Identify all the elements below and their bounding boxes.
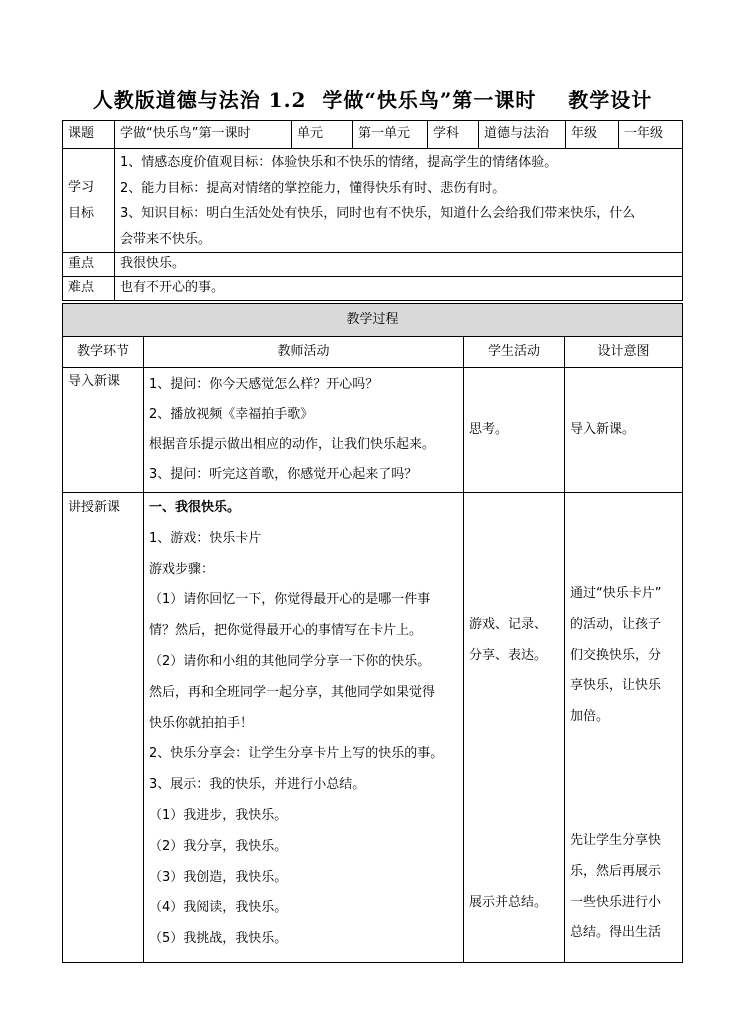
column-header-student: 学生活动 — [464, 337, 565, 368]
column-header-stage: 教学环节 — [63, 337, 144, 368]
grade-value: 一年级 — [619, 121, 683, 149]
lesson-teacher-line: （3）我创造，我快乐。 — [149, 869, 288, 885]
lesson-intent-line: 加倍。 — [570, 709, 610, 725]
lesson-student-line: 展示并总结。 — [469, 895, 548, 910]
lesson-teacher-line: 然后，再和全班同学一起分享，其他同学如果觉得 — [149, 684, 436, 700]
lesson-info-table — [62, 120, 683, 301]
lesson-student-line: 分享、表达。 — [469, 647, 548, 663]
lesson-intent — [565, 493, 683, 963]
lesson-intent-line: 乐，然后再展示 — [570, 863, 662, 879]
lesson-intent-line: 先让学生分享快 — [570, 833, 662, 848]
goal-line: 3、知识目标：明白生活处处有快乐，同时也有不快乐，知道什么会给我们带来快乐，什么 — [120, 206, 636, 221]
lesson-intent-line: 一些快乐进行小 — [570, 894, 662, 910]
lesson-teacher-line: 3、展示：我的快乐，并进行小总结。 — [149, 777, 366, 793]
topic-label: 课题 — [63, 121, 115, 149]
goals-label — [63, 149, 115, 253]
lesson-teacher-line: 2、快乐分享会：让学生分享卡片上写的快乐的事。 — [149, 746, 444, 762]
lesson-teacher-line: （5）我挑战，我快乐。 — [149, 931, 288, 947]
lesson-teacher-line: 情？然后，把你觉得最开心的事情写在卡片上。 — [149, 623, 423, 639]
lesson-teacher — [144, 493, 464, 963]
difficulty-label: 难点 — [63, 277, 115, 301]
lesson-teacher-line: 快乐你就拍拍手！ — [149, 715, 254, 731]
lesson-teacher-line: （1）我进步，我快乐。 — [149, 807, 288, 823]
topic-value: 学做“快乐鸟”第一课时 — [115, 121, 292, 149]
goal-line: 1、情感态度价值观目标：体验快乐和不快乐的情绪，提高学生的情绪体验。 — [120, 155, 558, 170]
grade-label: 年级 — [566, 121, 619, 149]
column-header-teacher: 教师活动 — [144, 337, 464, 368]
document-title: 人教版道德与法治 1.2 学做“快乐鸟”第一课时 教学设计 — [92, 88, 653, 112]
lesson-teacher-line: （4）我阅读，我快乐。 — [149, 900, 288, 916]
lesson-teacher-line: 一、我很快乐。 — [149, 500, 241, 515]
key-point-label: 重点 — [63, 253, 115, 277]
intro-teacher-line: 1、提问：你今天感觉怎么样？开心吗？ — [149, 377, 379, 392]
lesson-intent-line: 的活动，让孩子 — [570, 616, 662, 632]
subject-value: 道德与法治 — [479, 121, 566, 149]
process-heading: 教学过程 — [63, 304, 683, 337]
column-header-intent: 设计意图 — [565, 337, 683, 368]
lesson-teacher-line: 游戏步骤： — [149, 561, 215, 577]
goals-label-line-1: 学习 — [68, 179, 95, 195]
unit-label: 单元 — [292, 121, 353, 149]
lesson-teacher-line: （2）请你和小组的其他同学分享一下你的快乐。 — [149, 653, 431, 669]
intro-student: 思考。 — [464, 368, 565, 493]
intro-stage: 导入新课 — [63, 368, 144, 493]
goals-label-line-2: 目标 — [68, 205, 95, 221]
intro-teacher-line: 2、播放视频《幸福拍手歌》 — [149, 407, 314, 422]
intro-teacher — [144, 368, 464, 493]
lesson-student — [464, 493, 565, 963]
intro-intent: 导入新课。 — [565, 368, 683, 493]
lesson-intent-line: 总结。得出生活 — [570, 925, 662, 941]
lesson-intent-line: 享快乐，让快乐 — [570, 678, 662, 694]
difficulty-text: 也有不开心的事。 — [115, 277, 683, 301]
teaching-process-table — [62, 303, 683, 963]
lesson-intent-line: 们交换快乐，分 — [570, 647, 662, 663]
goal-line: 2、能力目标：提高对情绪的掌控能力，懂得快乐有时、悲伤有时。 — [120, 180, 506, 196]
lesson-teacher-line: （1）请你回忆一下，你觉得最开心的是哪一件事 — [149, 592, 431, 608]
lesson-teacher-line: （2）我分享，我快乐。 — [149, 838, 288, 854]
goal-line: 会带来不快乐。 — [120, 231, 212, 247]
key-point-text: 我很快乐。 — [115, 253, 683, 277]
lesson-intent-line: 通过“快乐卡片” — [570, 586, 662, 601]
goals-content — [115, 149, 683, 253]
unit-value: 第一单元 — [353, 121, 428, 149]
lesson-teacher-line: 1、游戏：快乐卡片 — [149, 530, 262, 546]
intro-teacher-line: 3、提问：听完这首歌，你感觉开心起来了吗？ — [149, 467, 418, 482]
lesson-stage: 讲授新课 — [63, 493, 144, 963]
lesson-student-line: 游戏、记录、 — [469, 617, 548, 632]
subject-label: 学科 — [428, 121, 479, 149]
intro-teacher-line: 根据音乐提示做出相应的动作，让我们快乐起来。 — [149, 437, 436, 452]
